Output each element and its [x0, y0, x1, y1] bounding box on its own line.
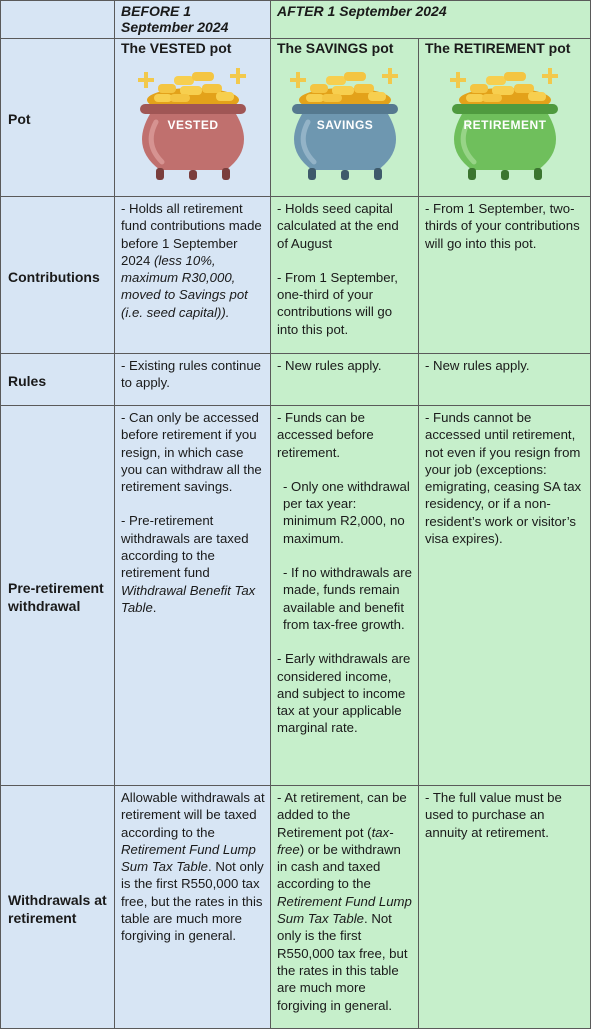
savings-pot-title: The SAVINGS pot: [277, 40, 394, 56]
at-retirement-row: [1, 786, 591, 1029]
corner-cell: [1, 1, 115, 39]
at-retirement-vested-b: Retirement Fund Lump Sum Tax Table: [121, 841, 256, 875]
after-header: AFTER 1 September 2024: [271, 1, 591, 39]
at-retirement-vested-a: Allowable withdrawals at retirement will be taxed according to the: [121, 790, 265, 840]
contributions-savings: [271, 197, 419, 354]
contributions-retirement: - From 1 September, two-thirds of your contributions will go into this pot.: [419, 197, 591, 354]
pre-retirement-retirement: - Funds cannot be accessed until retirement, not even if you resign from your job (exceptions: emigrating, ceasing SA tax residency, or if a non-resident’s work or visitor’s visa expires).: [419, 406, 591, 786]
contributions-vested-text: - Holds all retirement fund contributions made before 1 September 2024: [121, 201, 262, 268]
contributions-vested-note: (less 10%, maximum R30,000, moved to Savings pot (i.e. seed capital)).: [121, 252, 248, 320]
rules-savings: - New rules apply.: [271, 354, 419, 406]
at-retirement-savings-c: ) or be withdrawn in cash and taxed according to the: [277, 841, 401, 892]
pot-row: [1, 39, 591, 197]
before-header: BEFORE 1 September 2024: [115, 1, 271, 39]
at-retirement-savings-b: tax-free: [277, 824, 394, 857]
pre-retirement-vested-2c: .: [152, 599, 157, 615]
row-label-pre-retirement: Pre-retirement withdrawal: [1, 406, 115, 786]
row-label-pot: Pot: [1, 39, 115, 197]
row-label-at-retirement: Withdrawals at retirement: [1, 786, 115, 1029]
savings-pot-cell: [271, 39, 419, 197]
pre-retirement-vested: [115, 406, 271, 786]
contributions-vested: [115, 197, 271, 354]
pre-retirement-savings-3: - If no withdrawals are made, funds remain available and benefit from tax-free growth.: [283, 565, 412, 632]
at-retirement-savings-e: . Not only is the first R550,000 tax free, but the rates in this table are much more forgiving in general.: [277, 911, 408, 1013]
pre-retirement-vested-2: [121, 512, 265, 616]
retirement-pot-cell: [419, 39, 591, 197]
rules-vested: - Existing rules continue to apply.: [115, 354, 271, 406]
at-retirement-vested-c: . Not only is the first R550,000 tax free, but the rates in this table are much more forgiving in general.: [121, 859, 264, 944]
row-label-contributions: Contributions: [1, 197, 115, 354]
pre-retirement-savings: [271, 406, 419, 786]
header-row: [1, 1, 591, 39]
at-retirement-savings: [271, 786, 419, 1029]
pre-retirement-vested-2b: Withdrawal Benefit Tax Table: [121, 582, 256, 615]
pre-retirement-savings-1: - Funds can be accessed before retirement.: [277, 410, 374, 460]
at-retirement-savings-d: Retirement Fund Lump Sum Tax Table: [277, 893, 412, 927]
contributions-savings-1: - Holds seed capital calculated at the end of August: [277, 201, 399, 251]
pre-retirement-savings-4: - Early withdrawals are considered income, and subject to income tax at your applicable marginal rate.: [277, 651, 411, 736]
contributions-row: [1, 197, 591, 354]
row-label-rules: Rules: [1, 354, 115, 406]
vested-pot-title: The VESTED pot: [121, 40, 232, 56]
rules-retirement: - New rules apply.: [419, 354, 591, 406]
pre-retirement-vested-2a: - Pre-retirement withdrawals are taxed according to the retirement fund: [121, 513, 249, 581]
at-retirement-retirement: - The full value must be used to purchase an annuity at retirement.: [419, 786, 591, 1029]
rules-row: [1, 354, 591, 406]
pre-retirement-savings-2: - Only one withdrawal per tax year: minimum R2,000, no maximum.: [283, 478, 410, 546]
at-retirement-savings-a: - At retirement, can be added to the Retirement pot (: [277, 790, 407, 840]
at-retirement-vested: [115, 786, 271, 1029]
retirement-pot-title: The RETIREMENT pot: [425, 40, 571, 56]
vested-pot-cell: [115, 39, 271, 197]
pre-retirement-row: [1, 406, 591, 786]
contributions-savings-2: - From 1 September, one-third of your contributions will go into this pot.: [277, 269, 398, 337]
pre-retirement-vested-1: - Can only be accessed before retirement if you resign, in which case you can withdraw all the retirement savings.: [121, 410, 262, 495]
